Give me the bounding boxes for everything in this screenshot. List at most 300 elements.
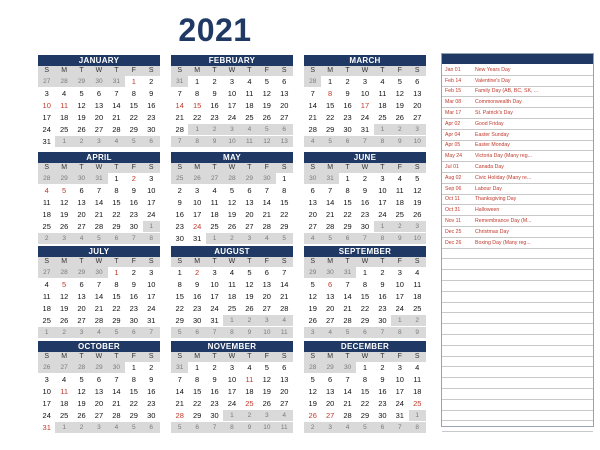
week-row bbox=[171, 279, 293, 291]
holiday-date: Mar 17 bbox=[445, 110, 462, 117]
day-cell: 11 bbox=[241, 136, 258, 148]
weekday-label: W bbox=[361, 67, 369, 74]
day-cell: 19 bbox=[241, 291, 258, 303]
holiday-row bbox=[442, 205, 593, 216]
day-cell: 8 bbox=[125, 88, 142, 100]
month-name: AUGUST bbox=[171, 246, 293, 257]
day-cell: 14 bbox=[304, 100, 321, 112]
day-cell: 5 bbox=[321, 233, 338, 245]
weekday-header bbox=[171, 163, 293, 173]
holiday-date: Jan 01 bbox=[445, 66, 461, 73]
day-cell: 1 bbox=[374, 221, 391, 233]
week-row bbox=[304, 303, 426, 315]
day-cell: 13 bbox=[409, 88, 426, 100]
week-row bbox=[304, 267, 426, 279]
day-cell: 21 bbox=[276, 291, 293, 303]
day-cell: 18 bbox=[391, 197, 408, 209]
day-cell: 4 bbox=[339, 422, 356, 434]
day-cell: 7 bbox=[304, 88, 321, 100]
weekday-label: F bbox=[397, 353, 402, 360]
day-cell: 23 bbox=[143, 398, 160, 410]
weekday-label: T bbox=[212, 164, 217, 171]
day-cell: 24 bbox=[38, 124, 55, 136]
day-cell: 2 bbox=[73, 422, 90, 434]
day-cell: 31 bbox=[339, 267, 356, 279]
weekday-label: S bbox=[177, 353, 183, 360]
day-cell: 2 bbox=[223, 233, 240, 245]
day-cell: 6 bbox=[339, 136, 356, 148]
day-cell: 25 bbox=[241, 112, 258, 124]
day-cell: 3 bbox=[223, 362, 240, 374]
day-cell: 10 bbox=[206, 279, 223, 291]
month-name: MAY bbox=[171, 152, 293, 163]
day-cell: 5 bbox=[391, 76, 408, 88]
day-cell: 12 bbox=[55, 291, 72, 303]
day-cell: 17 bbox=[223, 100, 240, 112]
day-cell: 9 bbox=[143, 88, 160, 100]
day-cell: 2 bbox=[55, 327, 72, 339]
month-name: SEPTEMBER bbox=[304, 246, 426, 257]
weekday-label: S bbox=[414, 67, 420, 74]
weekday-label: T bbox=[79, 258, 84, 265]
week-row bbox=[304, 233, 426, 245]
day-cell: 24 bbox=[223, 112, 240, 124]
day-cell: 31 bbox=[90, 173, 107, 185]
week-row bbox=[38, 124, 160, 136]
day-cell: 30 bbox=[304, 173, 321, 185]
day-cell: 1 bbox=[188, 362, 205, 374]
day-cell: 11 bbox=[409, 374, 426, 386]
day-cell: 4 bbox=[55, 88, 72, 100]
day-cell: 12 bbox=[258, 136, 275, 148]
holiday-row bbox=[442, 238, 593, 249]
week-row bbox=[304, 279, 426, 291]
weekday-label: S bbox=[281, 67, 287, 74]
weekday-label: S bbox=[310, 164, 316, 171]
holiday-name: Family Day (AB, BC, SK, ... bbox=[475, 88, 539, 95]
day-cell: 15 bbox=[339, 197, 356, 209]
day-cell: 4 bbox=[241, 124, 258, 136]
week-row bbox=[171, 124, 293, 136]
day-cell: 9 bbox=[206, 374, 223, 386]
week-row bbox=[304, 185, 426, 197]
blank-note-row bbox=[442, 270, 593, 281]
week-row bbox=[304, 100, 426, 112]
day-cell: 3 bbox=[409, 221, 426, 233]
weekday-label: W bbox=[228, 164, 236, 171]
day-cell: 22 bbox=[188, 112, 205, 124]
day-cell: 8 bbox=[188, 374, 205, 386]
day-cell: 1 bbox=[391, 315, 408, 327]
day-cell: 27 bbox=[38, 267, 55, 279]
weekday-label: S bbox=[148, 258, 154, 265]
weekday-label: T bbox=[79, 164, 84, 171]
day-cell: 8 bbox=[108, 279, 125, 291]
weekday-label: T bbox=[345, 164, 350, 171]
weekday-label: M bbox=[61, 67, 68, 74]
holiday-date: Apr 05 bbox=[445, 142, 461, 149]
day-cell: 25 bbox=[55, 410, 72, 422]
day-cell: 1 bbox=[108, 173, 125, 185]
week-row bbox=[38, 221, 160, 233]
weekday-header bbox=[38, 163, 160, 173]
day-cell: 31 bbox=[171, 76, 188, 88]
weekday-label: W bbox=[228, 258, 236, 265]
day-cell: 1 bbox=[409, 410, 426, 422]
day-cell: 14 bbox=[108, 100, 125, 112]
day-cell: 19 bbox=[223, 209, 240, 221]
day-cell: 25 bbox=[241, 398, 258, 410]
day-cell: 7 bbox=[321, 185, 338, 197]
weekday-label: F bbox=[397, 164, 402, 171]
day-cell: 27 bbox=[38, 76, 55, 88]
day-cell: 8 bbox=[409, 422, 426, 434]
day-cell: 2 bbox=[241, 410, 258, 422]
day-cell: 23 bbox=[188, 303, 205, 315]
week-row bbox=[304, 173, 426, 185]
day-cell: 16 bbox=[125, 197, 142, 209]
day-cell: 6 bbox=[90, 88, 107, 100]
blank-note-row bbox=[442, 389, 593, 400]
week-row bbox=[304, 124, 426, 136]
weekday-label: W bbox=[361, 164, 369, 171]
day-cell: 30 bbox=[374, 315, 391, 327]
weekday-label: F bbox=[131, 67, 136, 74]
blank-note-row bbox=[442, 346, 593, 357]
day-cell: 4 bbox=[276, 315, 293, 327]
day-cell: 28 bbox=[304, 76, 321, 88]
day-cell: 29 bbox=[188, 410, 205, 422]
day-cell: 3 bbox=[258, 410, 275, 422]
day-cell: 7 bbox=[206, 422, 223, 434]
weekday-label: W bbox=[228, 67, 236, 74]
day-cell: 8 bbox=[108, 185, 125, 197]
day-cell: 14 bbox=[276, 279, 293, 291]
day-cell: 12 bbox=[258, 88, 275, 100]
day-cell: 20 bbox=[304, 209, 321, 221]
holiday-date: Oct 11 bbox=[445, 196, 460, 203]
day-cell: 19 bbox=[55, 209, 72, 221]
day-cell: 13 bbox=[276, 136, 293, 148]
day-cell: 24 bbox=[206, 303, 223, 315]
day-cell: 4 bbox=[304, 136, 321, 148]
weekday-label: S bbox=[310, 258, 316, 265]
day-cell: 24 bbox=[356, 112, 373, 124]
day-cell: 17 bbox=[206, 291, 223, 303]
month-name: FEBRUARY bbox=[171, 55, 293, 66]
day-cell: 29 bbox=[321, 362, 338, 374]
day-cell: 11 bbox=[55, 100, 72, 112]
holiday-row bbox=[442, 108, 593, 119]
day-cell: 7 bbox=[125, 233, 142, 245]
day-cell: 10 bbox=[409, 136, 426, 148]
day-cell: 5 bbox=[171, 327, 188, 339]
day-cell: 14 bbox=[339, 386, 356, 398]
day-cell: 5 bbox=[125, 422, 142, 434]
year-title: 2021 bbox=[178, 12, 252, 48]
day-cell: 10 bbox=[38, 386, 55, 398]
day-cell: 30 bbox=[143, 410, 160, 422]
day-cell: 29 bbox=[241, 173, 258, 185]
day-cell: 30 bbox=[171, 233, 188, 245]
day-cell: 10 bbox=[374, 185, 391, 197]
day-cell: 31 bbox=[356, 124, 373, 136]
day-cell: 16 bbox=[171, 209, 188, 221]
holiday-name: Halloween bbox=[475, 207, 500, 214]
weekday-label: S bbox=[44, 67, 50, 74]
day-cell: 3 bbox=[391, 267, 408, 279]
day-cell: 2 bbox=[206, 124, 223, 136]
day-cell: 2 bbox=[143, 362, 160, 374]
day-cell: 15 bbox=[276, 197, 293, 209]
day-cell: 29 bbox=[339, 221, 356, 233]
day-cell: 17 bbox=[143, 197, 160, 209]
day-cell: 8 bbox=[391, 327, 408, 339]
day-cell: 21 bbox=[304, 112, 321, 124]
weekday-label: T bbox=[114, 353, 119, 360]
weekday-label: T bbox=[380, 67, 385, 74]
week-row bbox=[304, 112, 426, 124]
day-cell: 4 bbox=[241, 362, 258, 374]
day-cell: 17 bbox=[188, 209, 205, 221]
holiday-date: Dec 26 bbox=[445, 239, 462, 246]
holiday-name: Civic Holiday (Many re... bbox=[475, 174, 532, 181]
holiday-panel bbox=[441, 53, 594, 427]
day-cell: 26 bbox=[391, 112, 408, 124]
day-cell: 3 bbox=[258, 315, 275, 327]
weekday-label: F bbox=[131, 164, 136, 171]
day-cell: 27 bbox=[321, 315, 338, 327]
week-row bbox=[304, 76, 426, 88]
day-cell: 25 bbox=[38, 315, 55, 327]
holiday-row bbox=[442, 227, 593, 238]
day-cell: 9 bbox=[171, 197, 188, 209]
day-cell: 7 bbox=[391, 422, 408, 434]
day-cell: 15 bbox=[125, 386, 142, 398]
day-cell: 15 bbox=[321, 100, 338, 112]
day-cell: 5 bbox=[276, 233, 293, 245]
month-may bbox=[171, 152, 293, 245]
weekday-label: F bbox=[131, 353, 136, 360]
holiday-row bbox=[442, 173, 593, 184]
day-cell: 3 bbox=[90, 422, 107, 434]
day-cell: 9 bbox=[339, 88, 356, 100]
holiday-date: Mar 08 bbox=[445, 99, 462, 106]
day-cell: 2 bbox=[38, 233, 55, 245]
day-cell: 2 bbox=[241, 315, 258, 327]
day-cell: 22 bbox=[339, 209, 356, 221]
day-cell: 29 bbox=[125, 124, 142, 136]
holiday-date: May 24 bbox=[445, 153, 463, 160]
day-cell: 1 bbox=[55, 422, 72, 434]
day-cell: 10 bbox=[409, 233, 426, 245]
day-cell: 9 bbox=[206, 88, 223, 100]
blank-note-row bbox=[442, 411, 593, 422]
day-cell: 11 bbox=[38, 291, 55, 303]
day-cell: 10 bbox=[38, 100, 55, 112]
day-cell: 29 bbox=[73, 76, 90, 88]
day-cell: 22 bbox=[188, 398, 205, 410]
week-row bbox=[171, 173, 293, 185]
day-cell: 3 bbox=[90, 136, 107, 148]
day-cell: 7 bbox=[171, 136, 188, 148]
day-cell: 8 bbox=[223, 327, 240, 339]
day-cell: 28 bbox=[339, 410, 356, 422]
day-cell: 26 bbox=[38, 362, 55, 374]
day-cell: 16 bbox=[374, 291, 391, 303]
day-cell: 4 bbox=[304, 233, 321, 245]
week-row bbox=[171, 291, 293, 303]
day-cell: 6 bbox=[276, 362, 293, 374]
weekday-label: T bbox=[114, 258, 119, 265]
day-cell: 6 bbox=[276, 76, 293, 88]
day-cell: 5 bbox=[73, 88, 90, 100]
week-row bbox=[171, 303, 293, 315]
day-cell: 2 bbox=[125, 173, 142, 185]
day-cell: 21 bbox=[171, 112, 188, 124]
day-cell: 2 bbox=[339, 76, 356, 88]
day-cell: 12 bbox=[304, 386, 321, 398]
day-cell: 26 bbox=[188, 173, 205, 185]
day-cell: 28 bbox=[223, 173, 240, 185]
day-cell: 13 bbox=[258, 279, 275, 291]
day-cell: 2 bbox=[125, 267, 142, 279]
day-cell: 23 bbox=[143, 112, 160, 124]
day-cell: 3 bbox=[409, 124, 426, 136]
holiday-panel-header bbox=[442, 54, 593, 64]
day-cell: 15 bbox=[108, 291, 125, 303]
week-row bbox=[171, 315, 293, 327]
day-cell: 2 bbox=[356, 173, 373, 185]
day-cell: 11 bbox=[276, 327, 293, 339]
day-cell: 5 bbox=[258, 76, 275, 88]
day-cell: 22 bbox=[108, 209, 125, 221]
day-cell: 2 bbox=[143, 76, 160, 88]
weekday-label: S bbox=[44, 258, 50, 265]
weekday-label: S bbox=[281, 258, 287, 265]
holiday-name: St. Patrick's Day bbox=[475, 110, 513, 117]
weekday-label: F bbox=[264, 258, 269, 265]
day-cell: 8 bbox=[321, 88, 338, 100]
day-cell: 24 bbox=[223, 398, 240, 410]
day-cell: 3 bbox=[55, 233, 72, 245]
day-cell: 9 bbox=[188, 279, 205, 291]
day-cell: 1 bbox=[206, 233, 223, 245]
day-cell: 4 bbox=[108, 422, 125, 434]
day-cell: 14 bbox=[90, 197, 107, 209]
weekday-label: T bbox=[380, 258, 385, 265]
weekday-label: S bbox=[148, 67, 154, 74]
day-cell: 16 bbox=[356, 197, 373, 209]
weekday-label: M bbox=[194, 258, 201, 265]
day-cell: 5 bbox=[258, 362, 275, 374]
day-cell: 27 bbox=[258, 303, 275, 315]
month-name: JUNE bbox=[304, 152, 426, 163]
day-cell: 5 bbox=[223, 185, 240, 197]
week-row bbox=[38, 291, 160, 303]
day-cell: 15 bbox=[188, 100, 205, 112]
day-cell: 21 bbox=[90, 303, 107, 315]
day-cell: 25 bbox=[55, 124, 72, 136]
day-cell: 2 bbox=[171, 185, 188, 197]
weekday-header bbox=[38, 66, 160, 76]
week-row bbox=[171, 386, 293, 398]
day-cell: 10 bbox=[258, 422, 275, 434]
weekday-label: W bbox=[95, 258, 103, 265]
day-cell: 3 bbox=[223, 76, 240, 88]
day-cell: 12 bbox=[223, 197, 240, 209]
day-cell: 4 bbox=[409, 362, 426, 374]
day-cell: 4 bbox=[38, 279, 55, 291]
day-cell: 8 bbox=[356, 374, 373, 386]
day-cell: 8 bbox=[374, 136, 391, 148]
holiday-date: Apr 04 bbox=[445, 131, 461, 138]
day-cell: 8 bbox=[125, 374, 142, 386]
day-cell: 16 bbox=[339, 100, 356, 112]
day-cell: 26 bbox=[304, 315, 321, 327]
weekday-header bbox=[38, 352, 160, 362]
day-cell: 20 bbox=[321, 303, 338, 315]
week-row bbox=[304, 374, 426, 386]
day-cell: 25 bbox=[391, 209, 408, 221]
day-cell: 3 bbox=[143, 173, 160, 185]
day-cell: 29 bbox=[356, 410, 373, 422]
weekday-label: T bbox=[79, 67, 84, 74]
day-cell: 6 bbox=[374, 422, 391, 434]
day-cell: 1 bbox=[223, 410, 240, 422]
day-cell: 7 bbox=[206, 327, 223, 339]
week-row bbox=[171, 267, 293, 279]
weekday-label: F bbox=[131, 258, 136, 265]
day-cell: 7 bbox=[108, 374, 125, 386]
weekday-label: S bbox=[177, 67, 183, 74]
day-cell: 10 bbox=[143, 279, 160, 291]
holiday-name: Labour Day bbox=[475, 185, 502, 192]
day-cell: 4 bbox=[409, 267, 426, 279]
day-cell: 7 bbox=[356, 136, 373, 148]
day-cell: 4 bbox=[391, 173, 408, 185]
month-january bbox=[38, 55, 160, 148]
day-cell: 17 bbox=[38, 398, 55, 410]
holiday-name: Victoria Day (Many reg... bbox=[475, 153, 532, 160]
day-cell: 26 bbox=[409, 209, 426, 221]
day-cell: 26 bbox=[223, 221, 240, 233]
weekday-label: S bbox=[281, 353, 287, 360]
day-cell: 15 bbox=[125, 100, 142, 112]
day-cell: 10 bbox=[223, 88, 240, 100]
day-cell: 18 bbox=[374, 100, 391, 112]
day-cell: 6 bbox=[241, 185, 258, 197]
day-cell: 5 bbox=[90, 233, 107, 245]
month-december bbox=[304, 341, 426, 434]
holiday-name: Christmas Day bbox=[475, 228, 510, 235]
day-cell: 8 bbox=[188, 88, 205, 100]
day-cell: 14 bbox=[171, 386, 188, 398]
day-cell: 28 bbox=[339, 315, 356, 327]
month-february bbox=[171, 55, 293, 148]
day-cell: 28 bbox=[304, 362, 321, 374]
day-cell: 23 bbox=[339, 112, 356, 124]
month-september bbox=[304, 246, 426, 339]
day-cell: 18 bbox=[241, 386, 258, 398]
day-cell: 17 bbox=[223, 386, 240, 398]
day-cell: 27 bbox=[241, 221, 258, 233]
day-cell: 17 bbox=[356, 100, 373, 112]
weekday-label: S bbox=[310, 67, 316, 74]
day-cell: 17 bbox=[391, 291, 408, 303]
day-cell: 12 bbox=[409, 185, 426, 197]
day-cell: 21 bbox=[90, 209, 107, 221]
